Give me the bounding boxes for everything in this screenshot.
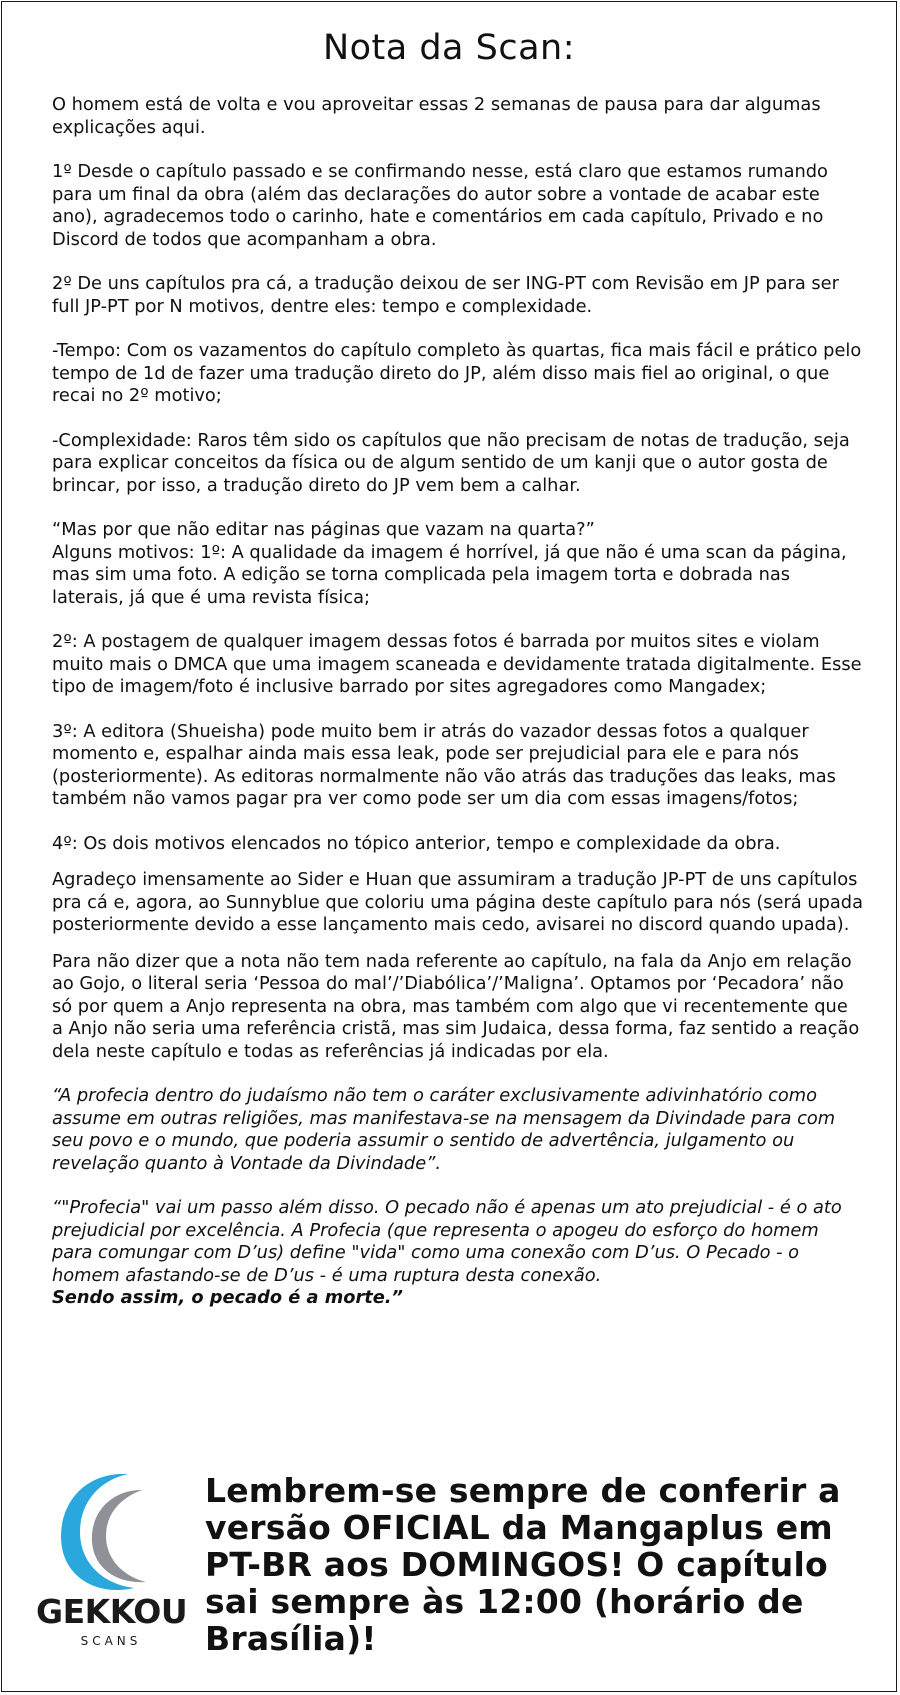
- paragraph-reason-3: 3º: A editora (Shueisha) pode muito bem ir atrás do vazador dessas fotos a qualquer momento e, espalhar ainda mais essa leak, pode ser prejudicial para ele e para nós (posteriormente). As editoras normalmente não vão atrás das traduções das leaks, mas também não vamos pagar pra ver como pode ser um dia com essas imagens/fotos;: [52, 720, 836, 809]
- release-reminder: Lembrem-se sempre de conferir a versão OFICIAL da Mangaplus em PT-BR aos DOMINGOS! O capítulo sai sempre às 12:00 (horário de Brasília)!: [205, 1471, 841, 1658]
- note-body: [52, 94, 864, 1332]
- quote-prophecy: “A profecia dentro do judaísmo não tem o caráter exclusivamente adivinhatório como assume em outras religiões, mas manifestava-se na mensagem da Divindade para com seu povo e o mundo, que poderia assumir o sentido de advertência, julgamento ou revelação quanto à Vontade da Divindade”.: [52, 1085, 836, 1174]
- paragraph-intro: O homem está de volta e vou aproveitar essas 2 semanas de pausa para dar algumas explicações aqui.: [52, 94, 821, 138]
- paragraph-chapter-reference: Para não dizer que a nota não tem nada referente ao capítulo, na fala da Anjo em relação ao Gojo, o literal seria ‘Pessoa do mal’/’Diabólica’/’Maligna’. Optamos por ‘Pecadora’ não só por quem a Anjo representa na obra, mas também com algo que vi recentemente que a Anjo não seria uma referência cristã, mas sim Judaica, dessa forma, faz sentido a reação dela neste capítulo e todas as referências já indicadas por ela.: [52, 950, 860, 1062]
- page-title: Nota da Scan:: [322, 28, 576, 68]
- gekkou-scans-logo: [36, 1468, 186, 1653]
- paragraph-reason-2: 2º: A postagem de qualquer imagem dessas fotos é barrada por muitos sites e violam muito mais o DMCA que uma imagem scaneada e devidamente tratada digitalmente. Esse tipo de imagem/foto é inclusive barrado por sites agregadores como Mangadex;: [52, 631, 862, 697]
- quote-sin-conclusion: Sendo assim, o pecado é a morte.”: [52, 1287, 403, 1308]
- crescent-moon-icon: [50, 1468, 170, 1598]
- logo-name: GEKKOU: [36, 1592, 188, 1631]
- paragraph-point-1: 1º Desde o capítulo passado e se confirmando nesse, está claro que estamos rumando para um final da obra (além das declarações do autor sobre a vontade de acabar este ano), agradecemos todo o carinho, hate e comentários em cada capítulo, Privado e no Discord de todos que acompanham a obra.: [52, 161, 828, 250]
- reasons-line: Alguns motivos: 1º: A qualidade da imagem é horrível, já que não é uma scan da página, mas sim uma foto. A edição se torna complicada pela imagem torta e dobrada nas laterais, já que é uma revista física;: [52, 541, 847, 608]
- paragraph-point-2: 2º De uns capítulos pra cá, a tradução deixou de ser ING-PT com Revisão em JP para ser full JP-PT por N motivos, dentre eles: tempo e complexidade.: [52, 273, 839, 317]
- scan-note-page: [1, 1, 897, 1692]
- paragraph-question: [52, 519, 864, 609]
- paragraph-complexity: -Complexidade: Raros têm sido os capítulos que não precisam de notas de tradução, seja para explicar conceitos da física ou de algum sentido de um kanji que o autor gosta de brincar, por isso, a tradução direto do JP vem bem a calhar.: [52, 429, 850, 496]
- quote-sin: [52, 1197, 864, 1310]
- paragraph-reason-4: 4º: Os dois motivos elencados no tópico anterior, tempo e complexidade da obra.: [52, 832, 781, 854]
- paragraph-time: -Tempo: Com os vazamentos do capítulo completo às quartas, fica mais fácil e prático pelo tempo de 1d de fazer uma tradução direto do JP, além disso mais fiel ao original, o que recai no 2º motivo;: [52, 340, 862, 406]
- question-line: “Mas por que não editar nas páginas que vazam na quarta?”: [52, 519, 595, 540]
- quote-sin-text: “"Profecia" vai um passo além disso. O pecado não é apenas um ato prejudicial - é o ato prejudicial por excelência. A Profecia (que representa o apogeu do esforço do homem para comungar com D’us) define "vida" como uma conexão com D’us. O Pecado - o homem afastando-se de D’us - é uma ruptura desta conexão.: [52, 1197, 842, 1286]
- logo-subtitle: SCANS: [80, 1634, 142, 1648]
- paragraph-thanks: Agradeço imensamente ao Sider e Huan que assumiram a tradução JP-PT de uns capítulos pra cá e, agora, ao Sunnyblue que coloriu uma página deste capítulo para nós (será upada posteriormente devido a esse lançamento mais cedo, avisarei no discord quando upada).: [52, 869, 863, 935]
